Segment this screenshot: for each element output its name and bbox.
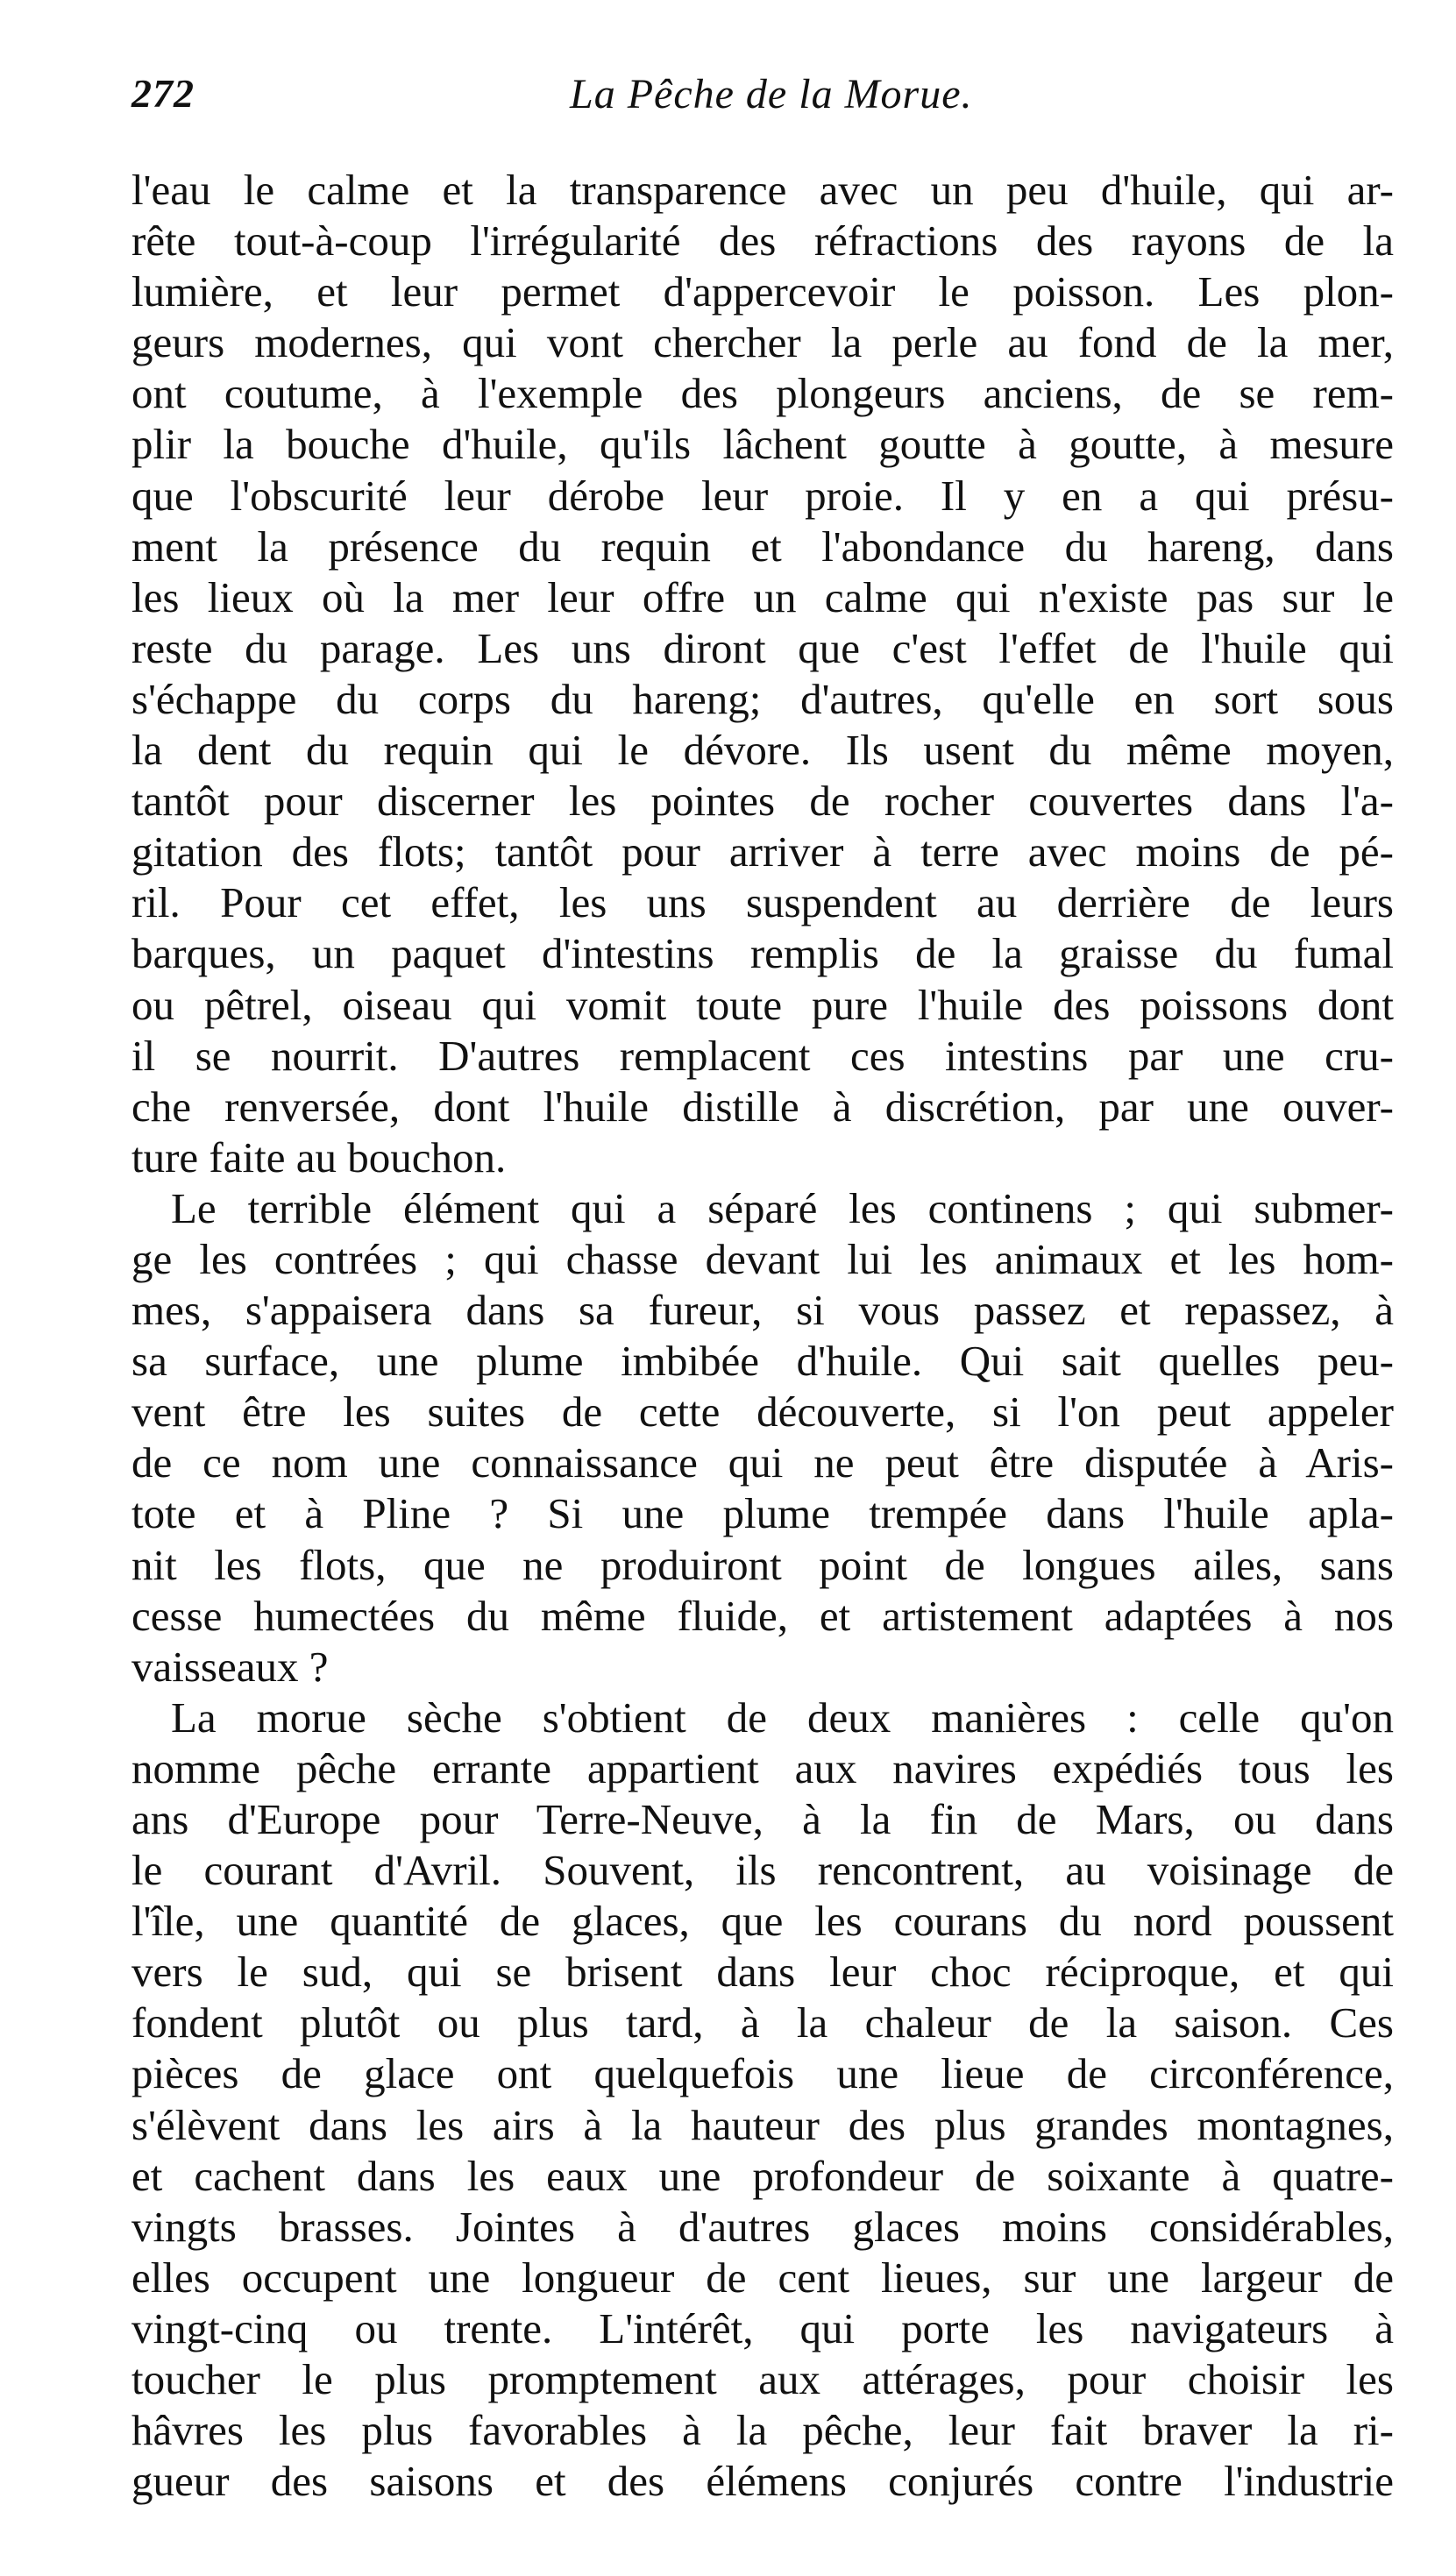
text-line: reste du parage. Les uns diront que c'est l'effet de l'huile qui	[131, 623, 1394, 672]
text-line: tote et à Pline ? Si une plume trempée dans l'huile apla-	[131, 1489, 1394, 1538]
text-line: ont coutume, à l'exemple des plongeurs anciens, de se rem-	[131, 369, 1394, 418]
text-line: ans d'Europe pour Terre-Neuve, à la fin de Mars, ou dans	[131, 1795, 1394, 1843]
text-line: la dent du requin qui le dévore. Ils usent du même moyen,	[131, 726, 1394, 775]
text-line: ril. Pour cet effet, les uns suspendent au derrière de leurs	[131, 878, 1394, 927]
text-line: ture faite au bouchon.	[131, 1132, 507, 1182]
text-line: hâvres les plus favorables à la pêche, leur fait braver la ri-	[131, 2406, 1394, 2455]
page-header	[131, 70, 1394, 131]
text-line: s'échappe du corps du hareng; d'autres, qu'elle en sort sous	[131, 674, 1394, 723]
text-line: l'île, une quantité de glaces, que les courans du nord poussent	[131, 1897, 1394, 1946]
text-line: nit les flots, que ne produiront point de longues ailes, sans	[131, 1540, 1394, 1589]
text-line: que l'obscurité leur dérobe leur proie. Il y en a qui présu-	[131, 471, 1394, 520]
text-line: toucher le plus promptement aux attérages, pour choisir les	[131, 2355, 1394, 2404]
page-number: 272	[131, 71, 195, 116]
text-line: de ce nom une connaissance qui ne peut être disputée à Aris-	[131, 1438, 1394, 1487]
text-line: lumière, et leur permet d'appercevoir le poisson. Les plon-	[131, 267, 1394, 316]
text-line: tantôt pour discerner les pointes de rocher couvertes dans l'a-	[131, 777, 1394, 826]
text-line: gueur des saisons et des élémens conjurés contre l'industrie	[131, 2457, 1394, 2506]
text-line: gitation des flots; tantôt pour arriver à terre avec moins de pé-	[131, 827, 1394, 876]
text-line: pièces de glace ont quelquefois une lieue de circonférence,	[131, 2049, 1394, 2098]
text-line: s'élèvent dans les airs à la hauteur des plus grandes montagnes,	[131, 2100, 1394, 2149]
text-line: elles occupent une longueur de cent lieues, sur une largeur de	[131, 2253, 1394, 2302]
text-line: ge les contrées ; qui chasse devant lui les animaux et les hom-	[131, 1234, 1394, 1283]
body-text	[131, 165, 1394, 2507]
text-line: il se nourrit. D'autres remplacent ces intestins par une cru-	[131, 1031, 1394, 1080]
text-line: vingt-cinq ou trente. L'intérêt, qui porte les navigateurs à	[131, 2303, 1394, 2352]
text-line: rête tout-à-coup l'irrégularité des réfractions des rayons de la	[131, 216, 1394, 266]
text-line: l'eau le calme et la transparence avec un peu d'huile, qui ar-	[131, 166, 1394, 214]
text-line: La morue sèche s'obtient de deux manières : celle qu'on	[171, 1692, 1394, 1742]
text-line: fondent plutôt ou plus tard, à la chaleur de la saison. Ces	[131, 1998, 1394, 2047]
text-line: cesse humectées du même fluide, et artistement adaptées à nos	[131, 1591, 1394, 1640]
text-line: mes, s'appaisera dans sa fureur, si vous passez et repassez, à	[131, 1286, 1394, 1335]
text-line: les lieux où la mer leur offre un calme qui n'existe pas sur le	[131, 572, 1394, 621]
text-line: barques, un paquet d'intestins remplis de la graisse du fumal	[131, 929, 1394, 978]
text-line: Le terrible élément qui a séparé les continens ; qui submer-	[171, 1183, 1394, 1232]
text-line: ment la présence du requin et l'abondance du hareng, dans	[131, 522, 1394, 571]
text-line: sa surface, une plume imbibée d'huile. Qui sait quelles peu-	[131, 1337, 1394, 1386]
text-line: geurs modernes, qui vont chercher la perle au fond de la mer,	[131, 318, 1394, 367]
text-line: vaisseaux ?	[131, 1642, 329, 1691]
text-line: vent être les suites de cette découverte, si l'on peut appeler	[131, 1387, 1394, 1437]
text-line: plir la bouche d'huile, qu'ils lâchent goutte à goutte, à mesure	[131, 420, 1394, 469]
text-line: che renversée, dont l'huile distille à discrétion, par une ouver-	[131, 1082, 1394, 1131]
running-title: La Pêche de la Morue.	[570, 71, 973, 117]
text-line: vers le sud, qui se brisent dans leur choc réciproque, et qui	[131, 1948, 1394, 1997]
text-line: nomme pêche errante appartient aux navires expédiés tous les	[131, 1743, 1394, 1792]
text-line: ou pêtrel, oiseau qui vomit toute pure l'huile des poissons dont	[131, 980, 1394, 1029]
text-line: et cachent dans les eaux une profondeur de soixante à quatre-	[131, 2151, 1394, 2200]
text-line: le courant d'Avril. Souvent, ils rencontrent, au voisinage de	[131, 1846, 1394, 1895]
text-line: vingts brasses. Jointes à d'autres glaces moins considérables,	[131, 2202, 1394, 2251]
